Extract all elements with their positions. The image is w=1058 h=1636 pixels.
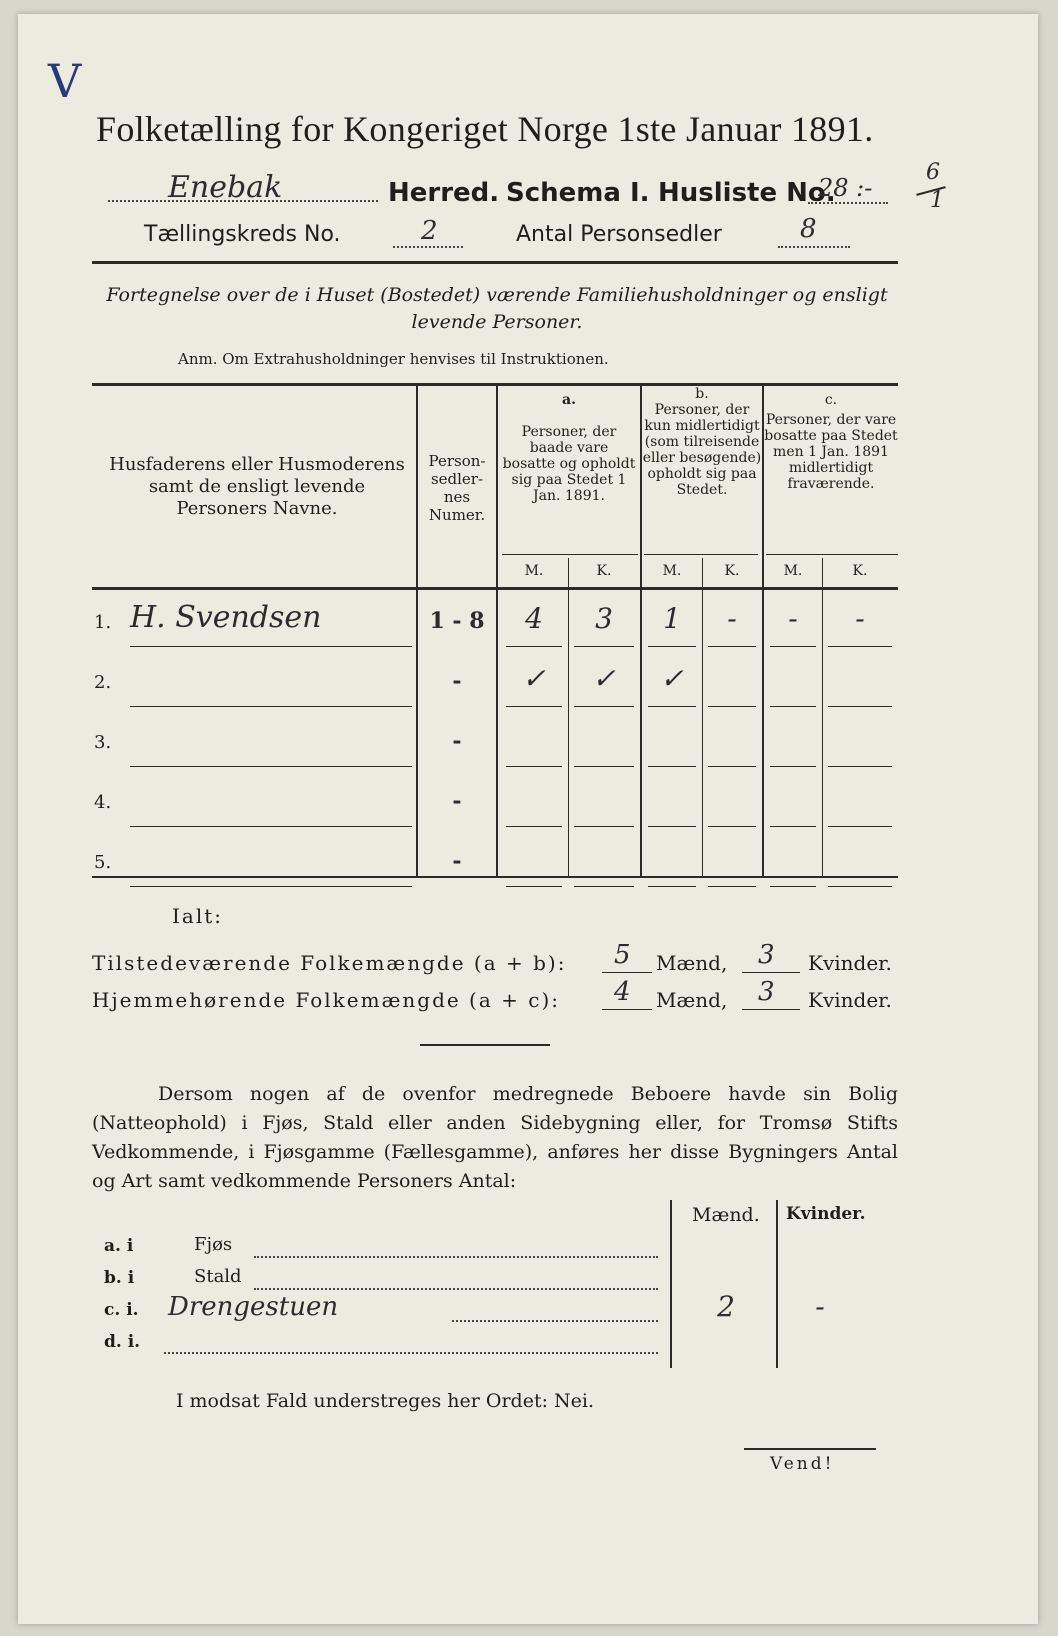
kreds-label: Tællingskreds No.: [144, 222, 341, 247]
col-c-letter: c.: [824, 392, 838, 408]
building-women: -: [815, 1290, 825, 1323]
cell-bM: ✓: [660, 662, 684, 695]
col-num-header: Person-sedler-nes Numer.: [428, 452, 486, 524]
row-number: 1.: [94, 612, 112, 633]
intro-text: Fortegnelse over de i Huset (Bostedet) værende Familiehusholdninger og ensligt levende Personer.: [106, 284, 888, 333]
row-name: H. Svendsen: [130, 600, 322, 635]
antal-value: 8: [800, 214, 817, 244]
building-men: 2: [717, 1290, 735, 1323]
row-number: 3.: [94, 732, 112, 753]
col-a-k: K.: [596, 563, 612, 579]
sum1-women-label: Kvinder.: [808, 951, 892, 975]
cell-aM: 4: [525, 602, 543, 635]
col-c-m: M.: [783, 563, 803, 579]
col-b-m: M.: [662, 563, 682, 579]
col-b-header: Personer, der kun midlertidigt (som tilreisende eller besøgende) opholdt sig paa Stedet.: [642, 402, 762, 498]
husliste-label: Husliste No.: [658, 178, 836, 208]
ialt-label: Ialt:: [172, 904, 223, 928]
cell-bK: -: [727, 602, 737, 635]
herred-value: Enebak: [168, 170, 283, 205]
col-b-letter: b.: [695, 386, 709, 402]
sum1-label: Tilstedeværende Folkemængde (a + b):: [92, 951, 567, 975]
form-title: Folketælling for Kongeriget Norge 1ste Januar 1891.: [96, 109, 874, 149]
margin-check-mark: V: [48, 54, 82, 108]
col-c-header: Personer, der vare bosatte paa Stedet men 1 Jan. 1891 midlertidigt fraværende.: [764, 412, 898, 492]
col-c-k: K.: [852, 563, 868, 579]
cell-aK: ✓: [592, 662, 616, 695]
fraction-top: 6: [926, 160, 940, 185]
schema-label: Schema I.: [506, 178, 650, 208]
husliste-value: 28 :-: [818, 174, 873, 202]
col-a-header: Personer, der baade vare bosatte og opholdt sig paa Stedet 1 Jan. 1891.: [502, 424, 636, 504]
footer-note: I modsat Fald understreges her Ordet: Nei.: [176, 1390, 595, 1412]
herred-label: Herred.: [388, 178, 500, 208]
sum2-men-label: Mænd,: [656, 988, 728, 1012]
cell-num: -: [452, 788, 462, 814]
sum1-men-label: Mænd,: [656, 951, 728, 975]
cell-cM: -: [788, 602, 798, 635]
building-letter: d. i.: [104, 1332, 141, 1352]
anm-note: Anm. Om Extrahusholdninger henvises til Instruktionen.: [178, 350, 609, 368]
building-letter: a. i: [104, 1236, 134, 1256]
census-form-page: [18, 14, 1038, 1624]
fraction-bottom: 1: [930, 188, 944, 213]
col-a-letter: a.: [562, 392, 576, 408]
sum1-women-value: 3: [758, 940, 775, 970]
building-label: Stald: [194, 1266, 242, 1287]
col-name-header: Husfaderens eller Husmoderens samt de ensligt levende Personers Navne.: [109, 454, 405, 519]
sum2-women-label: Kvinder.: [808, 988, 892, 1012]
col-a-m: M.: [524, 563, 544, 579]
buildings-women-header: Kvinder.: [786, 1204, 866, 1224]
cell-aK: 3: [595, 602, 613, 635]
cell-num: -: [452, 728, 462, 754]
cell-aM: ✓: [522, 662, 546, 695]
vend-label: Vend!: [770, 1454, 835, 1474]
cell-cK: -: [855, 602, 865, 635]
sum1-men-value: 5: [614, 940, 631, 970]
building-label: Fjøs: [194, 1234, 233, 1255]
row-number: 5.: [94, 852, 112, 873]
building-letter: b. i: [104, 1268, 135, 1288]
sum2-men-value: 4: [614, 977, 631, 1007]
cell-num: 1 - 8: [429, 608, 485, 634]
building-label: Drengestuen: [168, 1292, 339, 1322]
sum2-women-value: 3: [758, 977, 775, 1007]
antal-label: Antal Personsedler: [516, 222, 722, 247]
cell-num: -: [452, 848, 462, 874]
row-number: 4.: [94, 792, 112, 813]
building-letter: c. i.: [104, 1300, 139, 1320]
row-number: 2.: [94, 672, 112, 693]
col-b-k: K.: [724, 563, 740, 579]
cell-num: -: [452, 668, 462, 694]
buildings-men-header: Mænd.: [692, 1204, 760, 1226]
sum2-label: Hjemmehørende Folkemængde (a + c):: [92, 988, 560, 1012]
cell-bM: 1: [663, 602, 681, 635]
buildings-paragraph: Dersom nogen af de ovenfor medregnede Beboere havde sin Bolig (Natteophold) i Fjøs, Stald eller anden Sidebygning eller, for Tromsø Stifts Vedkommende, i Fjøsgamme (Fællesgamme), anføres her disse Bygningers Antal og Art samt vedkommende Personers Antal:: [92, 1083, 898, 1192]
kreds-value: 2: [421, 216, 438, 246]
